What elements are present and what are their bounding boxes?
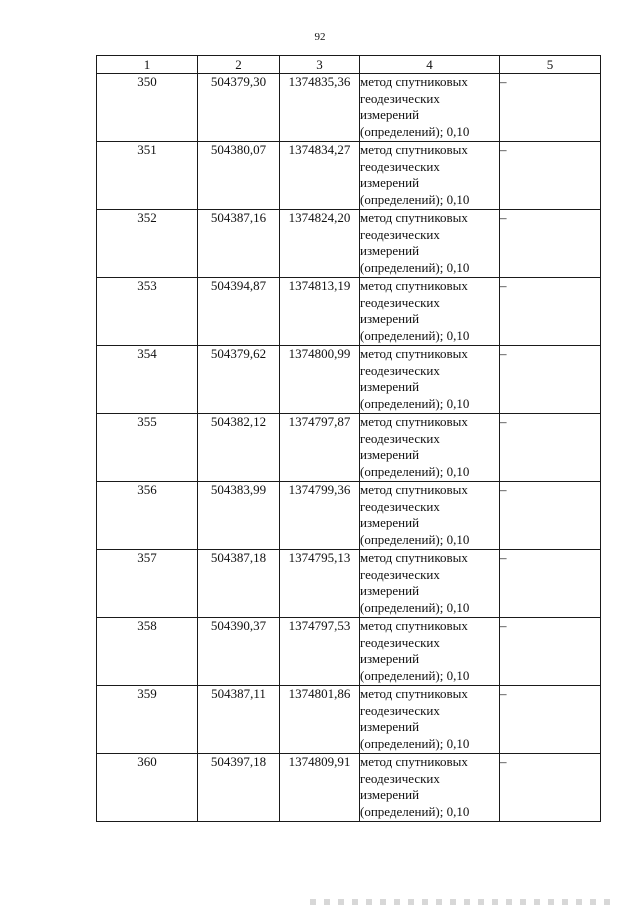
method-line: метод спутниковых xyxy=(360,482,468,497)
x-coordinate-cell: 504387,18 xyxy=(198,550,280,618)
x-coordinate-cell: 504387,16 xyxy=(198,210,280,278)
method-line: (определений); 0,10 xyxy=(360,735,470,751)
table-row xyxy=(97,278,601,346)
method-line: измерений xyxy=(360,651,420,666)
header-row xyxy=(97,56,601,74)
error-cell: – xyxy=(500,482,601,550)
point-number-cell: 357 xyxy=(97,550,198,618)
x-coordinate-cell: 504390,37 xyxy=(198,618,280,686)
method-line: (определений); 0,10 xyxy=(360,599,470,615)
method-line: метод спутниковых xyxy=(360,142,468,157)
point-number-cell: 356 xyxy=(97,482,198,550)
column-header-3: 3 xyxy=(280,56,360,74)
x-coordinate-cell: 504383,99 xyxy=(198,482,280,550)
method-line: геодезических xyxy=(360,770,440,786)
method-line: измерений xyxy=(360,311,420,326)
method-line: метод спутниковых xyxy=(360,754,468,769)
x-coordinate-cell: 504379,62 xyxy=(198,346,280,414)
error-cell: – xyxy=(500,754,601,822)
method-line: геодезических xyxy=(360,634,440,650)
x-coordinate-cell: 504397,18 xyxy=(198,754,280,822)
page-number: 92 xyxy=(314,31,326,43)
method-line: измерений xyxy=(360,379,420,394)
method-line: измерений xyxy=(360,787,420,802)
method-line: (определений); 0,10 xyxy=(360,463,470,479)
table-row xyxy=(97,550,601,618)
point-number-cell: 359 xyxy=(97,686,198,754)
method-line: измерений xyxy=(360,583,420,598)
column-header-5: 5 xyxy=(500,56,601,74)
table-row xyxy=(97,754,601,822)
point-number-cell: 360 xyxy=(97,754,198,822)
table-row xyxy=(97,482,601,550)
y-coordinate-cell: 1374800,99 xyxy=(280,346,360,414)
method-line: метод спутниковых xyxy=(360,618,468,633)
table-body xyxy=(97,74,601,822)
x-coordinate-cell: 504387,11 xyxy=(198,686,280,754)
table-row xyxy=(97,414,601,482)
point-number-cell: 352 xyxy=(97,210,198,278)
method-line: измерений xyxy=(360,107,420,122)
method-cell xyxy=(360,278,500,346)
y-coordinate-cell: 1374824,20 xyxy=(280,210,360,278)
method-line: метод спутниковых xyxy=(360,74,468,89)
method-line: метод спутниковых xyxy=(360,414,468,429)
x-coordinate-cell: 504379,30 xyxy=(198,74,280,142)
method-line: (определений); 0,10 xyxy=(360,395,470,411)
x-coordinate-cell: 504382,12 xyxy=(198,414,280,482)
method-cell xyxy=(360,550,500,618)
method-line: (определений); 0,10 xyxy=(360,531,470,547)
method-line: (определений); 0,10 xyxy=(360,259,470,275)
method-line: измерений xyxy=(360,175,420,190)
method-line: метод спутниковых xyxy=(360,278,468,293)
error-cell: – xyxy=(500,278,601,346)
y-coordinate-cell: 1374835,36 xyxy=(280,74,360,142)
error-cell: – xyxy=(500,618,601,686)
method-cell xyxy=(360,210,500,278)
method-cell xyxy=(360,414,500,482)
method-line: геодезических xyxy=(360,294,440,310)
method-line: метод спутниковых xyxy=(360,210,468,225)
table-row xyxy=(97,618,601,686)
error-cell: – xyxy=(500,550,601,618)
method-line: измерений xyxy=(360,243,420,258)
method-line: (определений); 0,10 xyxy=(360,191,470,207)
table-row xyxy=(97,346,601,414)
method-cell xyxy=(360,346,500,414)
y-coordinate-cell: 1374813,19 xyxy=(280,278,360,346)
column-header-1: 1 xyxy=(97,56,198,74)
x-coordinate-cell: 504380,07 xyxy=(198,142,280,210)
method-line: (определений); 0,10 xyxy=(360,327,470,343)
method-line: метод спутниковых xyxy=(360,550,468,565)
method-line: геодезических xyxy=(360,226,440,242)
error-cell: – xyxy=(500,346,601,414)
point-number-cell: 355 xyxy=(97,414,198,482)
method-line: геодезических xyxy=(360,702,440,718)
error-cell: – xyxy=(500,414,601,482)
y-coordinate-cell: 1374797,53 xyxy=(280,618,360,686)
method-line: геодезических xyxy=(360,158,440,174)
y-coordinate-cell: 1374795,13 xyxy=(280,550,360,618)
method-cell xyxy=(360,482,500,550)
method-line: (определений); 0,10 xyxy=(360,667,470,683)
method-line: геодезических xyxy=(360,498,440,514)
y-coordinate-cell: 1374834,27 xyxy=(280,142,360,210)
method-line: измерений xyxy=(360,515,420,530)
column-header-4: 4 xyxy=(360,56,500,74)
point-number-cell: 354 xyxy=(97,346,198,414)
method-line: метод спутниковых xyxy=(360,686,468,701)
point-number-cell: 351 xyxy=(97,142,198,210)
method-cell xyxy=(360,754,500,822)
method-line: метод спутниковых xyxy=(360,346,468,361)
coordinates-table xyxy=(96,55,601,822)
method-line: измерений xyxy=(360,447,420,462)
method-line: геодезических xyxy=(360,362,440,378)
y-coordinate-cell: 1374797,87 xyxy=(280,414,360,482)
method-line: измерений xyxy=(360,719,420,734)
method-line: (определений); 0,10 xyxy=(360,803,470,819)
method-cell xyxy=(360,142,500,210)
y-coordinate-cell: 1374809,91 xyxy=(280,754,360,822)
point-number-cell: 353 xyxy=(97,278,198,346)
y-coordinate-cell: 1374801,86 xyxy=(280,686,360,754)
column-header-2: 2 xyxy=(198,56,280,74)
method-cell xyxy=(360,74,500,142)
point-number-cell: 358 xyxy=(97,618,198,686)
error-cell: – xyxy=(500,142,601,210)
error-cell: – xyxy=(500,686,601,754)
table-row xyxy=(97,142,601,210)
table-row xyxy=(97,210,601,278)
table-row xyxy=(97,686,601,754)
method-cell xyxy=(360,618,500,686)
error-cell: – xyxy=(500,74,601,142)
method-line: (определений); 0,10 xyxy=(360,123,470,139)
y-coordinate-cell: 1374799,36 xyxy=(280,482,360,550)
method-cell xyxy=(360,686,500,754)
method-line: геодезических xyxy=(360,90,440,106)
error-cell: – xyxy=(500,210,601,278)
point-number-cell: 350 xyxy=(97,74,198,142)
table-row xyxy=(97,74,601,142)
scan-artifact xyxy=(310,899,610,905)
method-line: геодезических xyxy=(360,566,440,582)
x-coordinate-cell: 504394,87 xyxy=(198,278,280,346)
method-line: геодезических xyxy=(360,430,440,446)
